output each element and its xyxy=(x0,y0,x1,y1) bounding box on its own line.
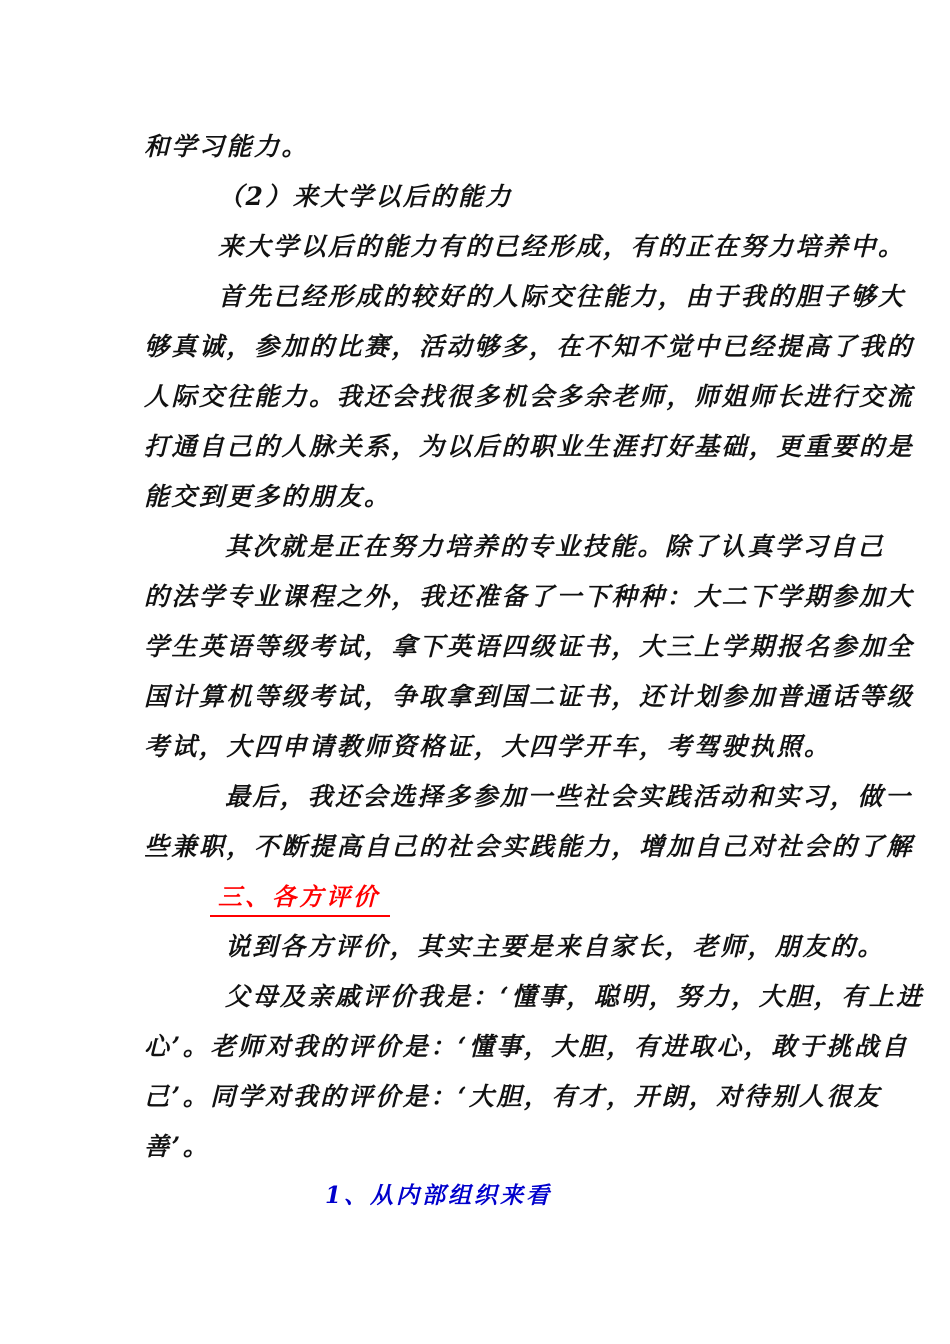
paragraph-line: 父母及亲戚评价我是：‘懂事，聪明，努力，大胆，有上进 xyxy=(225,982,924,1011)
paragraph-line: 善’。 xyxy=(144,1132,211,1161)
paragraph-line: 打通自己的人脉关系，为以后的职业生涯打好基础，更重要的是 xyxy=(144,432,915,461)
subsection-heading: （2）来大学以后的能力 xyxy=(218,182,513,211)
paragraph-line: 国计算机等级考试，争取拿到国二证书，还计划参加普通话等级 xyxy=(144,682,915,711)
paragraph-line: 最后，我还会选择多参加一些社会实践活动和实习，做一 xyxy=(225,782,913,811)
paragraph-line: 己’。同学对我的评价是：‘大胆，有才，开朗，对待别人很友 xyxy=(144,1082,882,1111)
paragraph-line: 说到各方评价，其实主要是来自家长，老师，朋友的。 xyxy=(225,932,886,961)
subheading: 1、从内部组织来看 xyxy=(325,1182,553,1209)
paragraph-line: 些兼职，不断提高自己的社会实践能力，增加自己对社会的了解 xyxy=(144,832,915,861)
paragraph-line: 学生英语等级考试，拿下英语四级证书，大三上学期报名参加全 xyxy=(144,632,915,661)
paragraph-line: 其次就是正在努力培养的专业技能。除了认真学习自己 xyxy=(225,532,886,561)
paragraph-line: 够真诚，参加的比赛，活动够多，在不知不觉中已经提高了我的 xyxy=(144,332,915,361)
paragraph-line: 和学习能力。 xyxy=(144,132,310,161)
paragraph-line: 首先已经形成的较好的人际交往能力，由于我的胆子够大 xyxy=(218,282,906,311)
paragraph-line: 来大学以后的能力有的已经形成，有的正在努力培养中。 xyxy=(218,232,906,261)
paragraph-line: 心’。老师对我的评价是：‘懂事，大胆，有进取心，敢于挑战自 xyxy=(144,1032,909,1061)
paragraph-line: 的法学专业课程之外，我还准备了一下种种：大二下学期参加大 xyxy=(144,582,915,611)
paragraph-line: 能交到更多的朋友。 xyxy=(144,482,392,511)
paragraph-line: 人际交往能力。我还会找很多机会多余老师，师姐师长进行交流 xyxy=(144,382,915,411)
paragraph-line: 考试，大四申请教师资格证，大四学开车，考驾驶执照。 xyxy=(144,732,832,761)
section-heading: 三、各方评价 xyxy=(210,881,390,917)
